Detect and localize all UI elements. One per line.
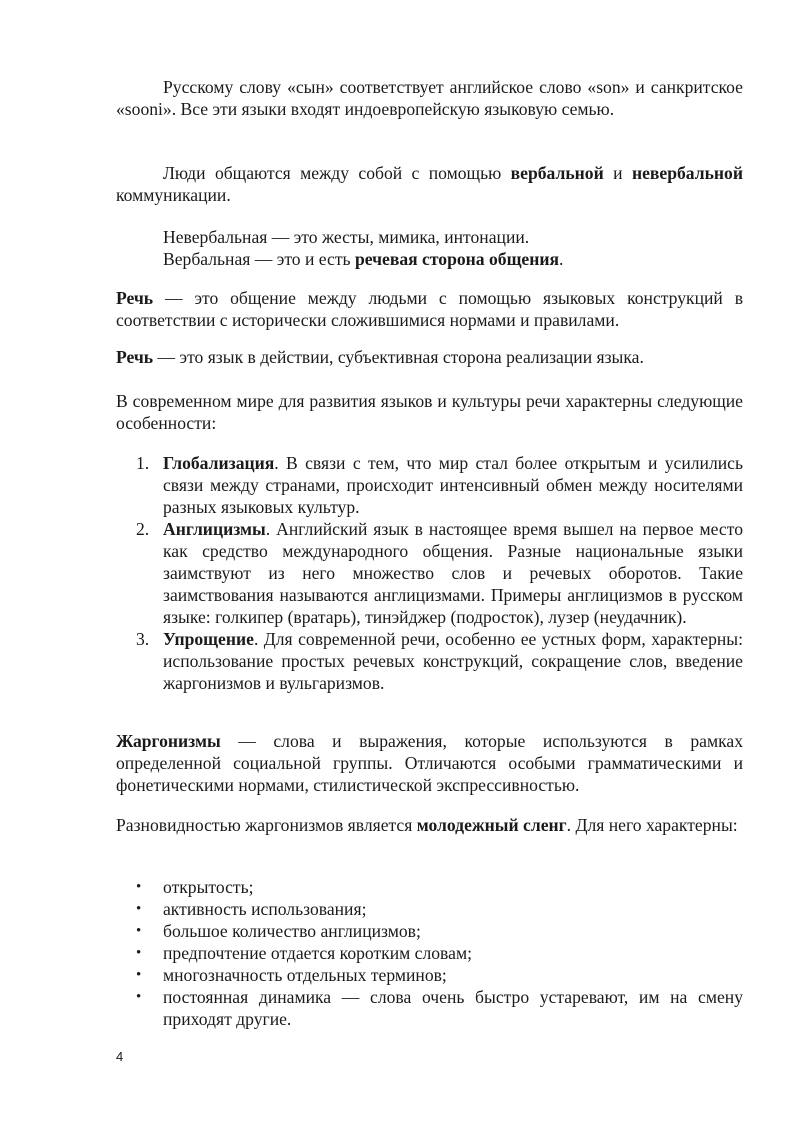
text-run: коммуникации. bbox=[116, 185, 231, 205]
text-run: — слова и выражения, которые используются в рамках определенной социальной группы. Отличаются особыми грамматическими и фонетическими нормами, стилистической экспрессивностью. bbox=[116, 731, 743, 795]
bullet-icon: • bbox=[136, 967, 142, 983]
list-item bbox=[116, 898, 743, 920]
paragraph-speech-definition-1 bbox=[116, 287, 743, 331]
list-number: 3. bbox=[136, 629, 150, 649]
text-run: . Для него характерны: bbox=[566, 815, 738, 835]
bold-term: Глобализация bbox=[163, 453, 275, 473]
text-run: Люди общаются между собой с помощью bbox=[163, 163, 511, 183]
list-item-text: активность использования; bbox=[163, 899, 367, 919]
list-number: 1. bbox=[136, 453, 150, 473]
list-item bbox=[116, 964, 743, 986]
paragraph-son-etymology bbox=[116, 76, 743, 120]
ordered-list bbox=[116, 452, 743, 694]
list-item-text: большое количество англицизмов; bbox=[163, 921, 421, 941]
text-run: . bbox=[559, 249, 564, 269]
list-item-text: многозначность отдельных терминов; bbox=[163, 965, 447, 985]
list-item bbox=[116, 628, 743, 694]
paragraph-youth-slang bbox=[116, 814, 743, 836]
text-run: и bbox=[603, 163, 632, 183]
text-run: . Английский язык в настоящее время вышел на первое место как средство международного общения. Разные национальные языки заимствуют из него множество слов и речевых оборотов. Такие заимствования называются англицизмами. Примеры англицизмов в русском языке: голкипер (вратарь), тинэйджер (подросток), лузер (неудачник). bbox=[163, 519, 743, 627]
bullet-icon: • bbox=[136, 945, 142, 961]
bullet-icon: • bbox=[136, 901, 142, 917]
text-run: — это общение между людьми с помощью языковых конструкций в соответствии с исторически сложившимися нормами и правилами. bbox=[116, 288, 743, 330]
list-item bbox=[116, 986, 743, 1030]
bullet-icon: • bbox=[136, 989, 142, 1005]
text-run: . Для современной речи, особенно ее устных форм, характерны: использование простых речевых конструкций, сокращение слов, введение жаргонизмов и вульгаризмов. bbox=[163, 629, 743, 693]
bold-term: Упрощение bbox=[163, 629, 254, 649]
bullet-icon: • bbox=[136, 923, 142, 939]
list-item bbox=[116, 920, 743, 942]
list-item bbox=[116, 518, 743, 628]
paragraph-modern-features bbox=[116, 390, 743, 434]
bold-term-speech: Речь bbox=[116, 288, 154, 308]
paragraph-jargon-definition bbox=[116, 730, 743, 796]
nonverbal-definition: Невербальная — это жесты, мимика, интонации. bbox=[163, 227, 530, 247]
verbal-definition bbox=[163, 248, 790, 270]
text-run: Разновидностью жаргонизмов является bbox=[116, 815, 417, 835]
paragraph-text: Русскому слову «сын» соответствует английское слово «son» и санкритское «sooni». Все эти языки входят индоевропейскую языковую семью. bbox=[116, 77, 743, 119]
bold-term-verbal: вербальной bbox=[510, 163, 604, 183]
bold-term-speech: Речь bbox=[116, 347, 154, 367]
text-run: . В связи с тем, что мир стал более открытым и усилились связи между странами, происходит интенсивный обмен между носителями разных языковых культур. bbox=[163, 453, 743, 517]
page-number: 4 bbox=[116, 1049, 124, 1064]
list-item bbox=[116, 876, 743, 898]
text-run: — это язык в действии, субъективная сторона реализации языка. bbox=[153, 347, 644, 367]
text-run: Вербальная — это и есть bbox=[163, 249, 355, 269]
paragraph-communication bbox=[116, 162, 743, 206]
bold-term-speech-side: речевая сторона общения bbox=[354, 249, 560, 269]
bold-term-youth-slang: молодежный сленг bbox=[416, 815, 567, 835]
bullet-icon: • bbox=[136, 879, 142, 895]
list-item-text: открытость; bbox=[163, 877, 254, 897]
paragraph-text: В современном мире для развития языков и культуры речи характерны следующие особенности: bbox=[116, 391, 743, 433]
list-item bbox=[116, 942, 743, 964]
paragraph-speech-definition-2 bbox=[116, 346, 743, 368]
paragraph-verbal-nonverbal bbox=[116, 226, 790, 270]
list-number: 2. bbox=[136, 519, 150, 539]
list-item bbox=[116, 452, 743, 518]
bold-term: Англицизмы bbox=[163, 519, 266, 539]
list-item-text: предпочтение отдается коротким словам; bbox=[163, 943, 472, 963]
list-item-text: постоянная динамика — слова очень быстро устаревают, им на смену приходят другие. bbox=[163, 987, 743, 1029]
bullet-list bbox=[116, 876, 743, 1030]
bold-term-nonverbal: невербальной bbox=[631, 163, 743, 183]
bold-term-jargon: Жаргонизмы bbox=[116, 731, 221, 751]
